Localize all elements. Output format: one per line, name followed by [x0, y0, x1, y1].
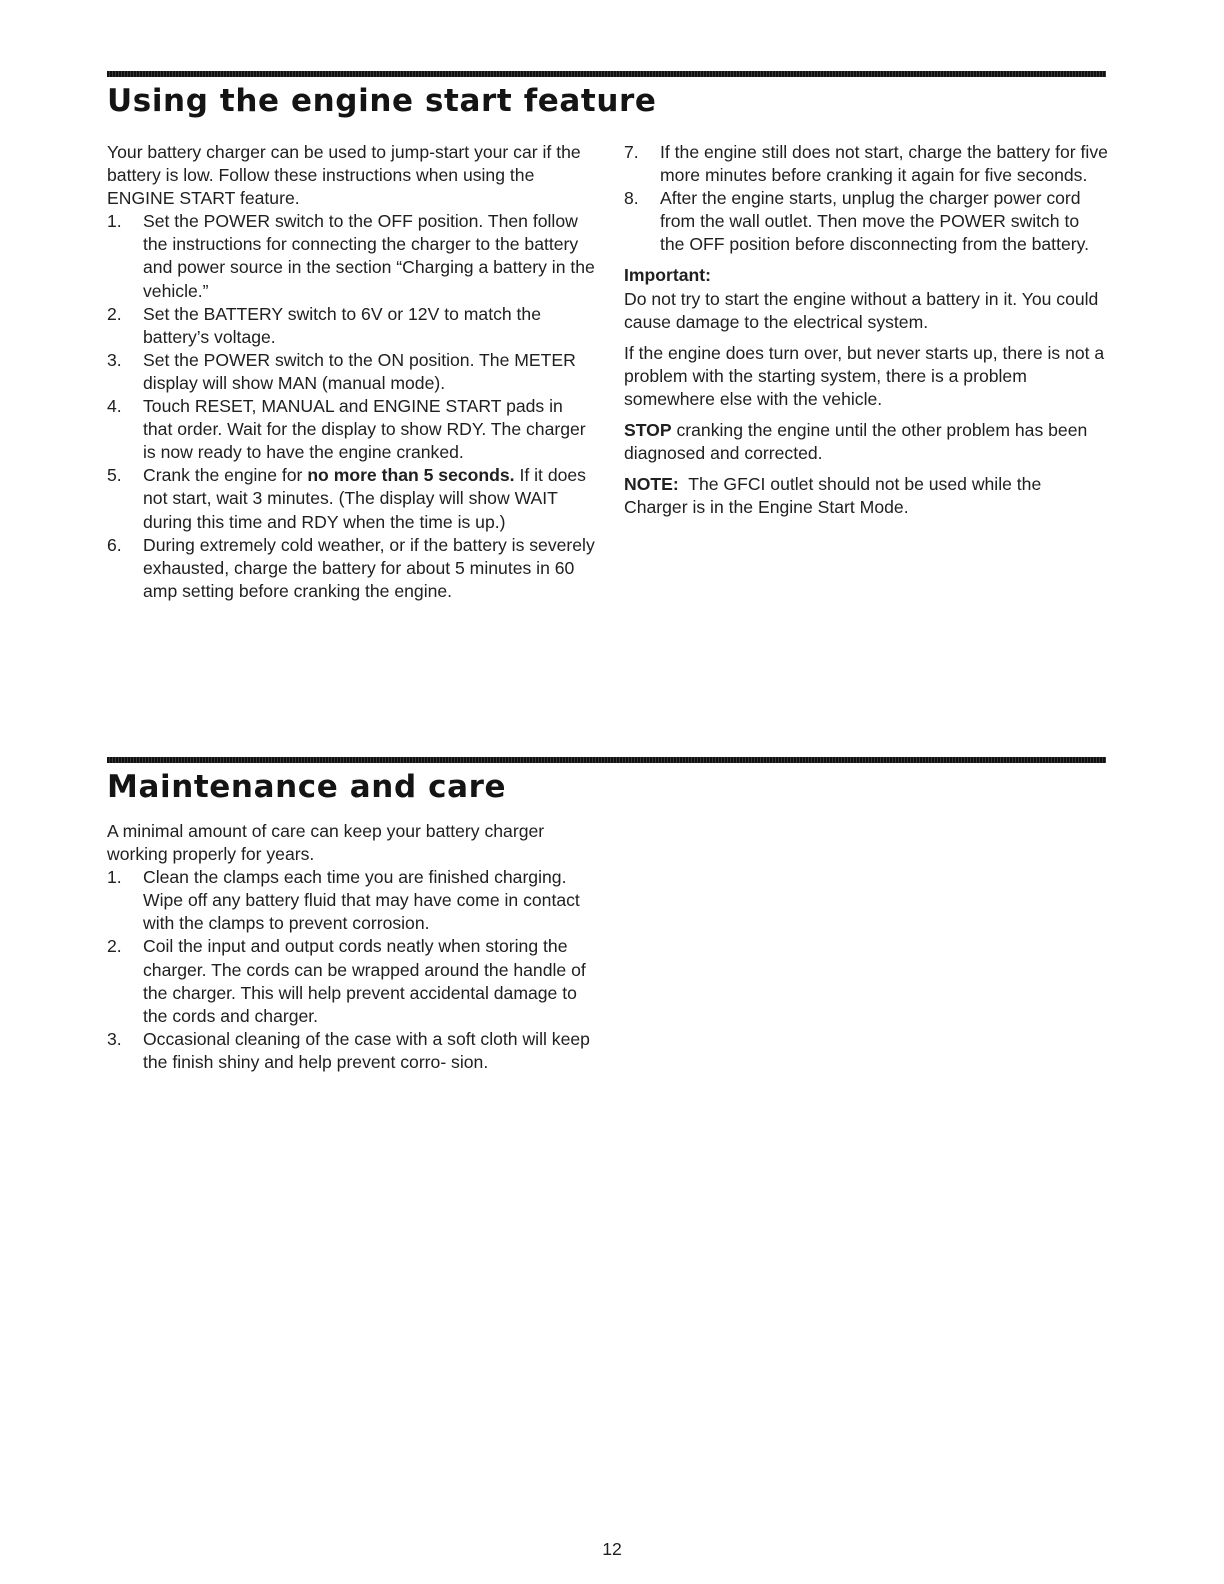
engine-start-steps-right: [624, 141, 1108, 256]
left-column-maintenance: [107, 820, 597, 1074]
list-item: 3. Occasional cleaning of the case with a soft cloth will keep the finish shiny and help prevent corro- sion.: [107, 1028, 590, 1072]
maintenance-steps: [107, 866, 597, 1074]
engine-start-intro: Your battery charger can be used to jump-start your car if the battery is low. Follow these instructions when using the ENGINE START feature.: [107, 142, 581, 209]
important-label: Important:: [624, 265, 711, 286]
section-rule-maintenance: [107, 757, 1106, 763]
list-item: 6. During extremely cold weather, or if the battery is severely exhausted, charge the battery for about 5 minutes in 60 amp setting before cranking the engine.: [107, 534, 595, 601]
left-column-engine-start: [107, 141, 597, 603]
right-column-engine-start: [624, 141, 1108, 519]
list-item: 1. Clean the clamps each time you are finished charging. Wipe off any battery fluid that may have come in contact with the clamps to prevent corrosion.: [107, 867, 580, 934]
list-item: 8. After the engine starts, unplug the charger power cord from the wall outlet. Then move the POWER switch to the OFF position before disconnecting from the battery.: [624, 188, 1089, 255]
note-paragraph: NOTE: The GFCI outlet should not be used while the Charger is in the Engine Start Mode.: [624, 474, 1047, 518]
engine-start-steps-left: [107, 210, 597, 603]
stop-paragraph: STOP cranking the engine until the other problem has been diagnosed and corrected.: [624, 420, 1088, 464]
turnover-text: If the engine does turn over, but never starts up, there is not a problem with the starting system, there is a problem somewhere else with the vehicle.: [624, 342, 1105, 409]
list-item: 2. Coil the input and output cords neatly when storing the charger. The cords can be wrapped around the handle of the charger. This will help prevent accidental damage to the cords and charger.: [107, 936, 586, 1026]
list-item: 3. Set the POWER switch to the ON position. The METER display will show MAN (manual mode).: [107, 349, 576, 393]
note-label: NOTE:: [624, 474, 679, 495]
section-title-engine-start: Using the engine start feature: [107, 83, 657, 119]
list-item: 7. If the engine still does not start, charge the battery for five more minutes before cranking it again for five seconds.: [624, 142, 1108, 186]
important-text: Do not try to start the engine without a battery in it. You could cause damage to the electrical system.: [624, 288, 1099, 332]
list-item: 4. Touch RESET, MANUAL and ENGINE START pads in that order. Wait for the display to show RDY. The charger is now ready to have the engine cranked.: [107, 396, 586, 463]
page-number: 12: [602, 1539, 622, 1559]
stop-label: STOP: [624, 420, 672, 441]
list-item: 2. Set the BATTERY switch to 6V or 12V to match the battery’s voltage.: [107, 303, 542, 347]
list-item: 5. Crank the engine for no more than 5 seconds. If it does not start, wait 3 minutes. (The display will show WAIT during this time and RDY when the time is up.): [107, 465, 586, 532]
section-title-maintenance: Maintenance and care: [107, 769, 507, 805]
section-rule-top: [107, 71, 1106, 77]
list-item: 1. Set the POWER switch to the OFF position. Then follow the instructions for connecting the charger to the battery and power source in the section “Charging a battery in the vehicle.”: [107, 211, 595, 301]
maintenance-intro: A minimal amount of care can keep your battery charger working properly for years.: [107, 821, 545, 865]
